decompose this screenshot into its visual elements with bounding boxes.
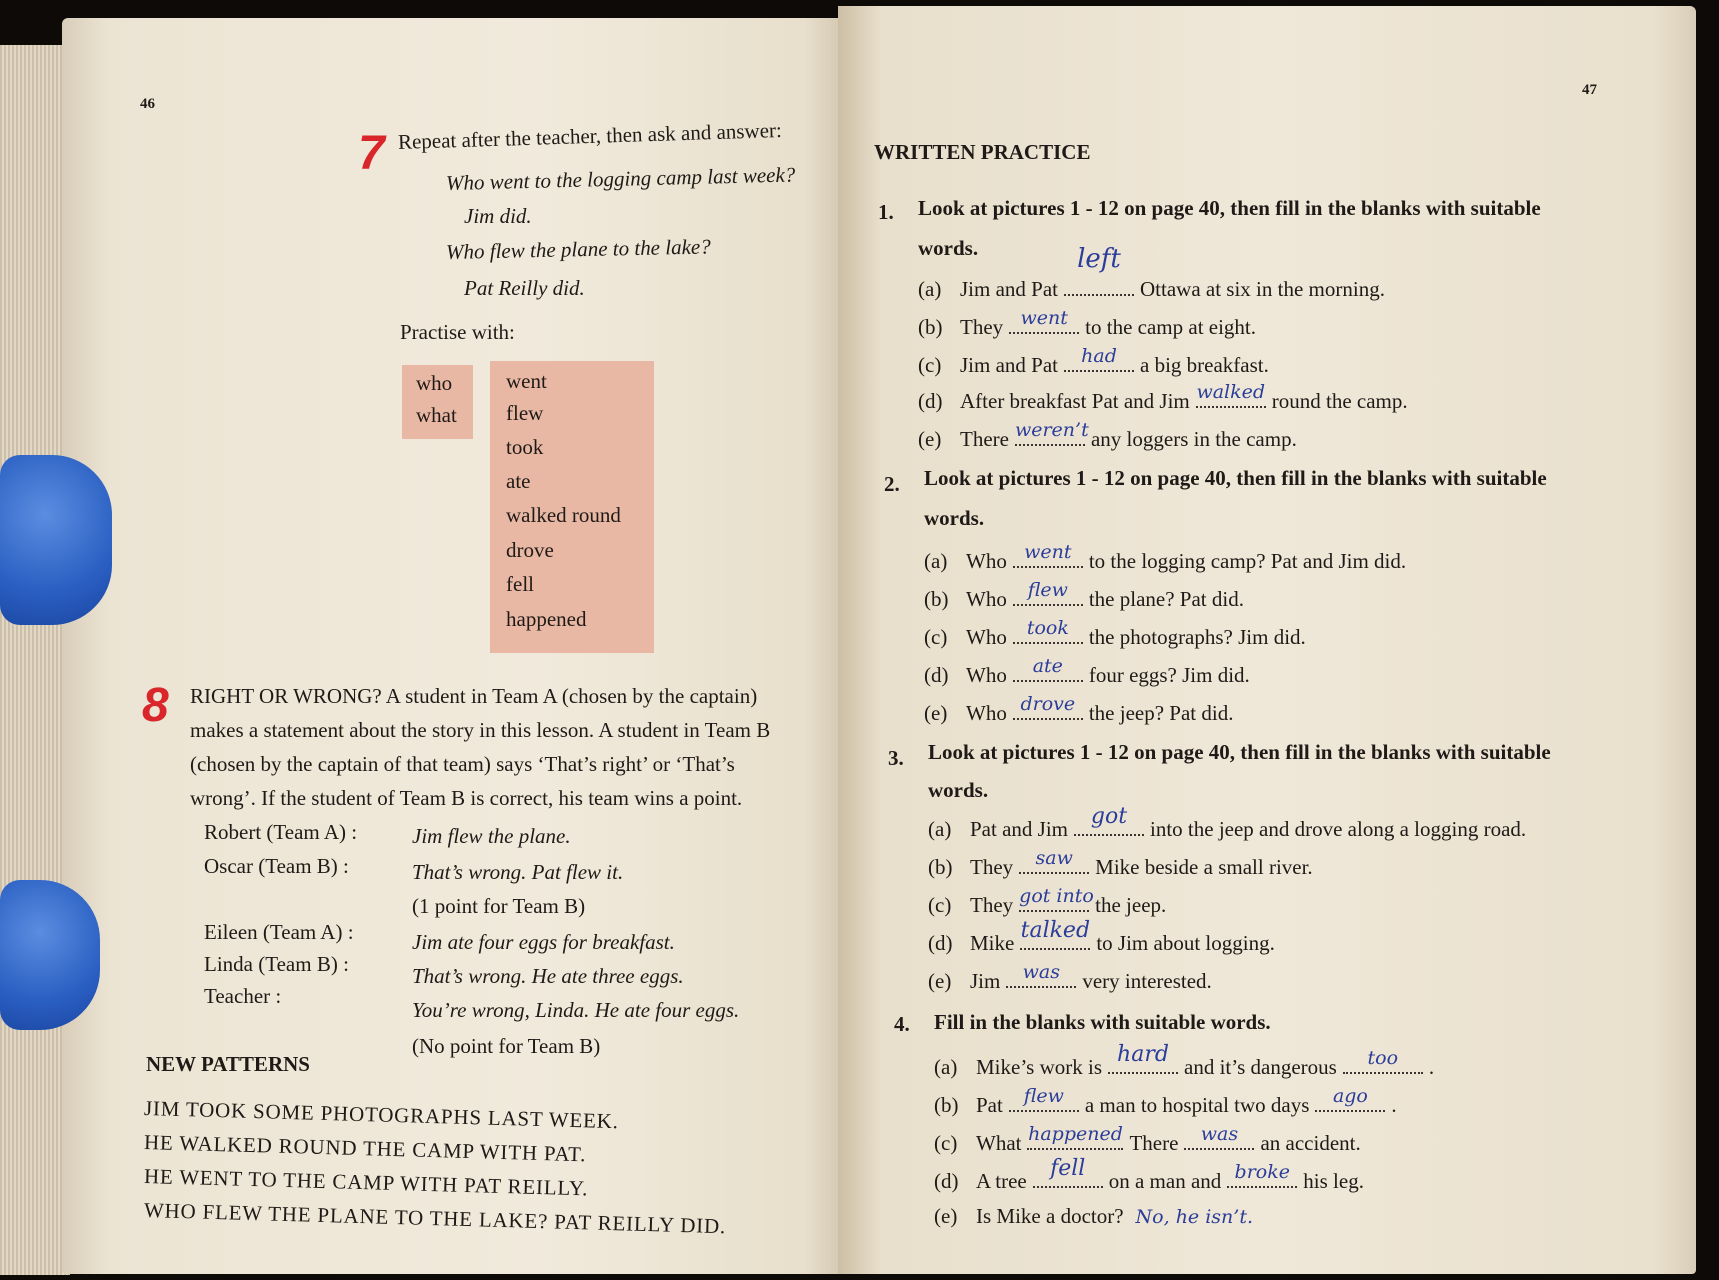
answer-blank[interactable] bbox=[1019, 885, 1094, 912]
answer-blank[interactable] bbox=[1315, 1085, 1385, 1112]
answer-blank[interactable] bbox=[1013, 655, 1083, 682]
handwritten-answer: went bbox=[1024, 541, 1072, 563]
handwritten-answer: ago bbox=[1332, 1085, 1368, 1107]
handwritten-answer: got into bbox=[1019, 885, 1094, 907]
page-number-right: 47 bbox=[1582, 82, 1597, 98]
answer-blank[interactable] bbox=[1027, 1123, 1123, 1150]
answer-blank[interactable] bbox=[1064, 244, 1134, 296]
exercise-item: (c) They got into the jeep. bbox=[928, 885, 1167, 917]
exercise-item: (b) Who flew the plane? Pat did. bbox=[924, 579, 1244, 611]
gloved-thumb bbox=[0, 455, 112, 625]
gloved-thumb bbox=[0, 880, 100, 1030]
answer-blank[interactable] bbox=[1074, 804, 1144, 836]
handwritten-answer: took bbox=[1026, 617, 1069, 639]
section-number: 2. bbox=[884, 472, 900, 496]
exercise-item: (c) What happened There was an accident. bbox=[934, 1123, 1361, 1155]
answer-blank[interactable] bbox=[1343, 1047, 1423, 1074]
exercise-8-text-line: makes a statement about the story in this lesson. A student in Team B bbox=[190, 718, 771, 742]
section-number: 4. bbox=[894, 1012, 910, 1036]
practise-word: went bbox=[506, 369, 547, 393]
exercise-item: (d) Who ate four eggs? Jim did. bbox=[924, 655, 1250, 687]
written-practice-heading: WRITTEN PRACTICE bbox=[874, 140, 1091, 164]
answer-blank[interactable] bbox=[1196, 381, 1266, 408]
new-pattern-line: HE WALKED ROUND THE CAMP WITH PAT. bbox=[143, 1130, 587, 1167]
practise-word: ate bbox=[506, 469, 531, 493]
handwritten-answer: ate bbox=[1032, 655, 1063, 677]
practise-word: who bbox=[416, 371, 453, 395]
exercise-7-line: Jim did. bbox=[464, 204, 532, 228]
page-number-left: 46 bbox=[140, 96, 155, 112]
exercise-item: (c) Jim and Pat had a big breakfast. bbox=[918, 345, 1269, 377]
new-pattern-line: JIM TOOK SOME PHOTOGRAPHS LAST WEEK. bbox=[143, 1096, 620, 1134]
section-number: 1. bbox=[878, 200, 894, 224]
dialogue-line: (No point for Team B) bbox=[412, 1034, 601, 1058]
new-pattern-line: WHO FLEW THE PLANE TO THE LAKE? PAT REILLY DID. bbox=[143, 1198, 727, 1239]
section-instruction: Look at pictures 1 - 12 on page 40, then fill in the blanks with suitable bbox=[918, 196, 1541, 220]
answer-blank[interactable] bbox=[1009, 1085, 1079, 1112]
answer-blank[interactable] bbox=[1033, 1156, 1103, 1188]
handwritten-answer: flew bbox=[1027, 579, 1068, 601]
answer-blank[interactable] bbox=[1108, 1042, 1178, 1074]
dialogue-line: Jim flew the plane. bbox=[412, 824, 571, 848]
answer-blank[interactable] bbox=[1009, 307, 1079, 334]
answer-blank[interactable] bbox=[1006, 961, 1076, 988]
practise-word: happened bbox=[506, 607, 587, 631]
exercise-item: (a) Mike’s work is hard and it’s dangerous too . bbox=[934, 1042, 1435, 1079]
dialogue-line: That’s wrong. Pat flew it. bbox=[412, 860, 624, 884]
practise-word: flew bbox=[506, 401, 544, 425]
dialogue-line: That’s wrong. He ate three eggs. bbox=[412, 964, 684, 988]
exercise-item: (a) Who went to the logging camp? Pat and Jim did. bbox=[924, 541, 1407, 573]
handwritten-answer: went bbox=[1020, 307, 1068, 329]
exercise-item: (c) Who took the photographs? Jim did. bbox=[924, 617, 1306, 649]
answer-blank[interactable] bbox=[1013, 617, 1083, 644]
exercise-item: (e) There weren’t any loggers in the camp. bbox=[918, 419, 1297, 451]
practise-word: walked round bbox=[506, 503, 621, 527]
handwritten-answer: was bbox=[1200, 1123, 1239, 1145]
exercise-item: (e) Who drove the jeep? Pat did. bbox=[924, 693, 1234, 725]
exercise-item: (e) Is Mike a doctor? No, he isn’t. bbox=[934, 1204, 1253, 1228]
answer-blank[interactable] bbox=[1227, 1161, 1297, 1188]
handwritten-answer: flew bbox=[1023, 1085, 1064, 1107]
handwritten-answer: broke bbox=[1234, 1161, 1290, 1183]
answer-blank[interactable] bbox=[1014, 419, 1089, 446]
handwritten-answer: fell bbox=[1050, 1156, 1086, 1181]
answer-blank[interactable] bbox=[1020, 918, 1091, 950]
practise-box-pronouns bbox=[402, 365, 473, 439]
answer-blank[interactable] bbox=[1013, 541, 1083, 568]
exercise-7-line: Who went to the logging camp last week? bbox=[445, 162, 796, 195]
exercise-8-text-line: RIGHT OR WRONG? A student in Team A (chosen by the captain) bbox=[190, 684, 758, 708]
handwritten-answer: walked bbox=[1196, 381, 1266, 403]
exercise-8-text-line: (chosen by the captain of that team) says ‘That’s right’ or ‘That’s bbox=[190, 752, 735, 776]
handwritten-answer: saw bbox=[1035, 847, 1073, 869]
exercise-item: (e) Jim was very interested. bbox=[928, 961, 1212, 993]
practise-word: took bbox=[506, 435, 544, 459]
exercise-item: (a) Pat and Jim got into the jeep and drove along a logging road. bbox=[928, 804, 1527, 841]
exercise-item: (d) Mike talked to Jim about logging. bbox=[928, 918, 1275, 955]
book-page-edges bbox=[0, 45, 70, 1275]
section-instruction: Fill in the blanks with suitable words. bbox=[934, 1010, 1271, 1034]
exercise-8-text-line: wrong’. If the student of Team B is correct, his team wins a point. bbox=[190, 786, 743, 810]
section-instruction: words. bbox=[918, 236, 979, 260]
handwritten-answer: had bbox=[1081, 345, 1117, 367]
section-instruction: words. bbox=[924, 506, 985, 530]
dialogue-speaker: Teacher : bbox=[204, 984, 282, 1008]
answer-blank[interactable] bbox=[1064, 345, 1134, 372]
handwritten-answer: hard bbox=[1117, 1042, 1169, 1067]
exercise-7-number: 7 bbox=[358, 127, 385, 180]
exercise-item: (d) A tree fell on a man and broke his leg. bbox=[934, 1156, 1364, 1193]
new-pattern-line: HE WENT TO THE CAMP WITH PAT REILLY. bbox=[143, 1164, 589, 1201]
handwritten-answer: left bbox=[1077, 244, 1121, 274]
dialogue-speaker: Robert (Team A) : bbox=[204, 820, 358, 844]
handwritten-answer: was bbox=[1022, 961, 1061, 983]
section-number: 3. bbox=[888, 746, 904, 770]
handwritten-answer: too bbox=[1367, 1047, 1399, 1069]
exercise-7-line: Who flew the plane to the lake? bbox=[445, 234, 711, 264]
left-page bbox=[62, 18, 852, 1274]
dialogue-speaker: Linda (Team B) : bbox=[204, 952, 349, 976]
section-instruction: words. bbox=[928, 778, 989, 802]
right-page bbox=[838, 6, 1696, 1274]
dialogue-line: You’re wrong, Linda. He ate four eggs. bbox=[412, 998, 740, 1022]
handwritten-answer: talked bbox=[1020, 918, 1091, 943]
handwritten-answer: got bbox=[1090, 804, 1128, 829]
exercise-item: (a) Jim and Pat left Ottawa at six in the morning. bbox=[918, 244, 1385, 301]
answer-blank[interactable] bbox=[1013, 579, 1083, 606]
exercise-item: (b) They saw Mike beside a small river. bbox=[928, 847, 1313, 879]
practise-word: fell bbox=[506, 572, 534, 596]
dialogue-speaker: Oscar (Team B) : bbox=[204, 854, 349, 878]
handwritten-answer: happened bbox=[1028, 1123, 1123, 1145]
section-instruction: Look at pictures 1 - 12 on page 40, then fill in the blanks with suitable bbox=[924, 466, 1547, 490]
exercise-item: (b) They went to the camp at eight. bbox=[918, 307, 1257, 339]
exercise-item: (d) After breakfast Pat and Jim walked round the camp. bbox=[918, 381, 1408, 413]
dialogue-speaker: Eileen (Team A) : bbox=[204, 920, 354, 944]
answer-blank[interactable] bbox=[1184, 1123, 1254, 1150]
new-patterns-heading: NEW PATTERNS bbox=[146, 1052, 310, 1076]
practise-label: Practise with: bbox=[400, 320, 515, 344]
handwritten-answer: weren’t bbox=[1014, 419, 1089, 441]
handwritten-answer: No, he isn’t. bbox=[1135, 1206, 1253, 1228]
practise-box-verbs bbox=[490, 361, 654, 653]
exercise-item: (b) Pat flew a man to hospital two days ago . bbox=[934, 1085, 1397, 1117]
practise-word: drove bbox=[506, 538, 554, 562]
practise-word: what bbox=[416, 403, 457, 427]
answer-blank[interactable] bbox=[1019, 847, 1089, 874]
exercise-7-line: Pat Reilly did. bbox=[464, 276, 585, 300]
exercise-8-number: 8 bbox=[142, 679, 169, 732]
handwritten-answer: drove bbox=[1020, 693, 1076, 715]
exercise-7-instruction: Repeat after the teacher, then ask and answer: bbox=[397, 117, 783, 154]
section-instruction: Look at pictures 1 - 12 on page 40, then fill in the blanks with suitable bbox=[928, 740, 1551, 764]
dialogue-line: Jim ate four eggs for breakfast. bbox=[412, 930, 675, 954]
answer-blank[interactable] bbox=[1013, 693, 1083, 720]
dialogue-line: (1 point for Team B) bbox=[412, 894, 586, 918]
